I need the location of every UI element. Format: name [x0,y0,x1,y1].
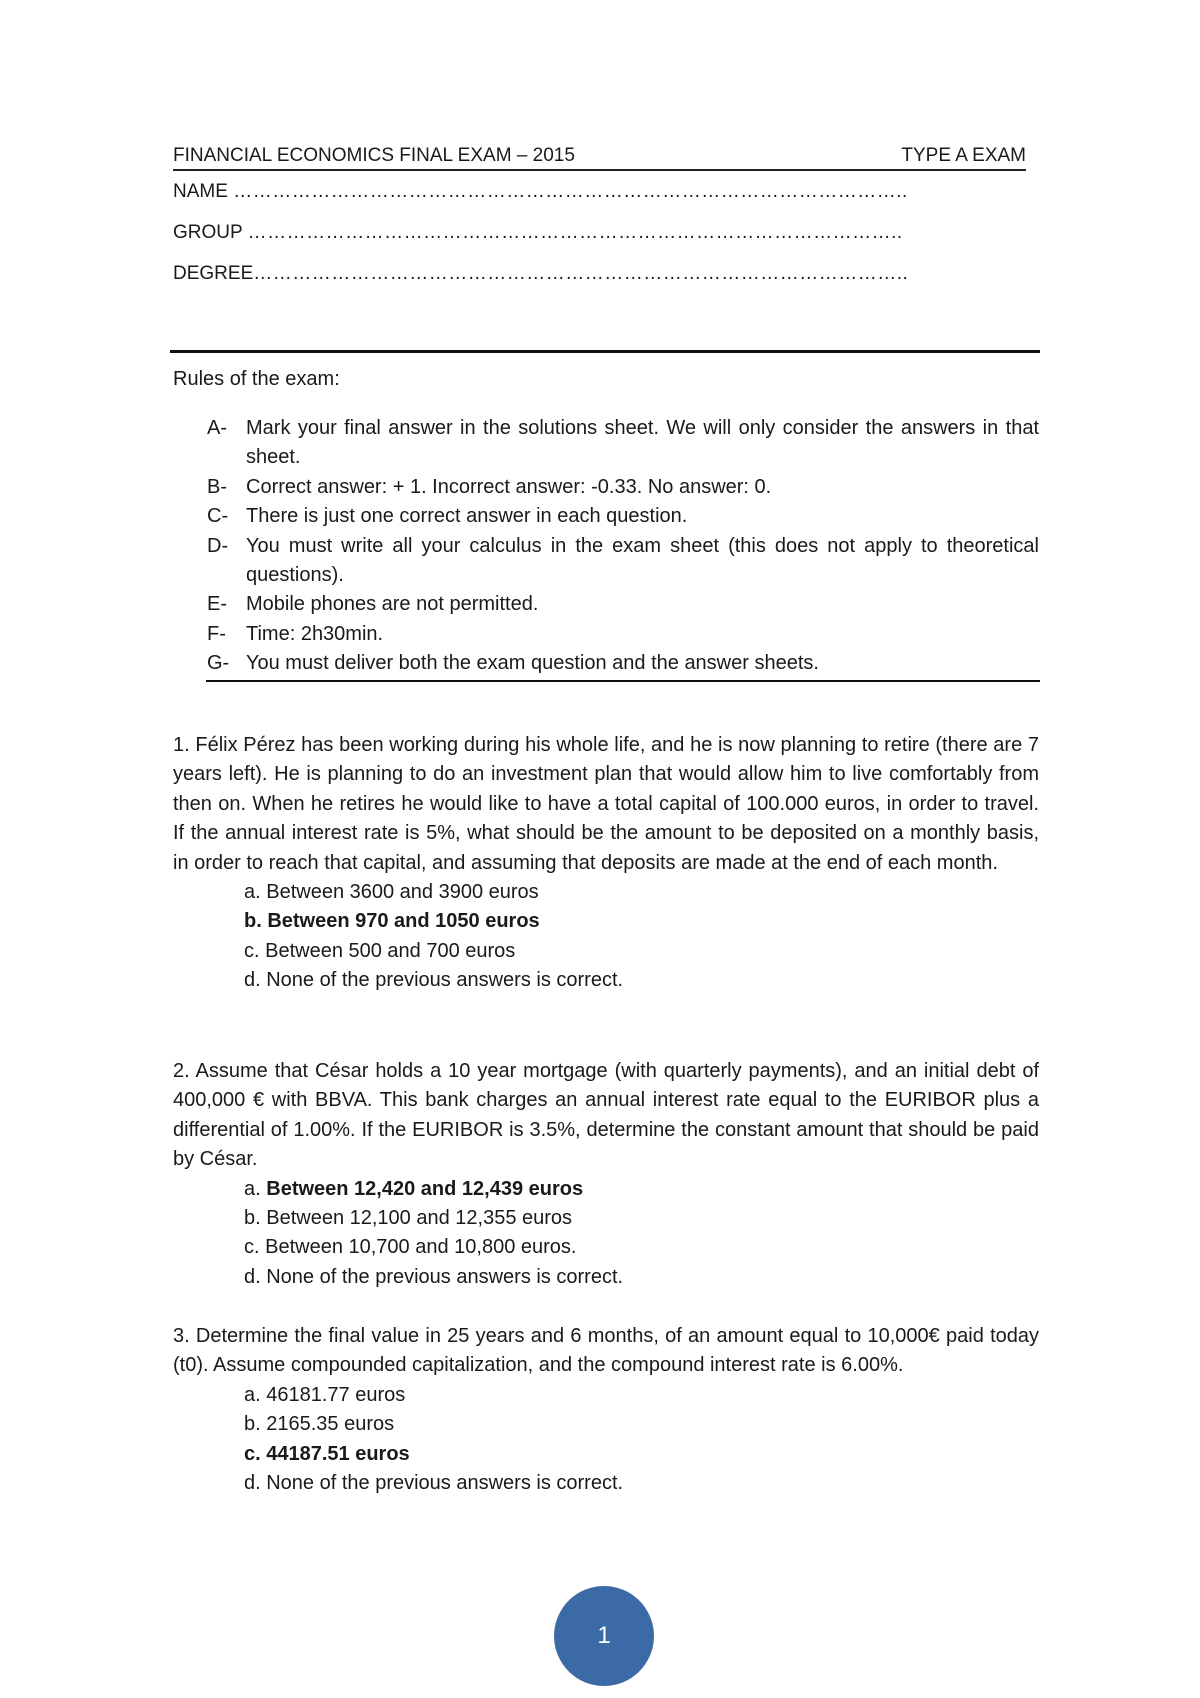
rule-item [207,502,1039,531]
divider-bottom [206,680,1040,682]
answer-option-correct: c. 44187.51 euros [244,1442,410,1465]
question-stem: 3. Determine the final value in 25 years and 6 months, of an amount equal to 10,000€ paid today (t0). Assume compounded capitalization, and the compound interest rate is 6.00%. [173,1325,1039,1377]
rule-item [207,649,1039,678]
answer-option: d. None of the previous answers is correct. [244,969,624,992]
page-number-badge [554,1586,654,1686]
rule-item [207,414,1039,473]
rules-list [207,414,1039,679]
exam-type: TYPE A EXAM [901,145,1026,166]
answer-options [173,878,1039,996]
answer-option-correct: b. Between 970 and 1050 euros [244,910,540,933]
degree-field [173,262,908,286]
answer-option: a. 46181.77 euros [244,1383,406,1406]
question-2 [173,1057,1039,1292]
rule-letter: D- [207,534,229,557]
group-field [173,221,903,245]
question-3 [173,1322,1039,1498]
answer-option: c. Between 10,700 and 10,800 euros. [244,1236,577,1259]
option-prefix: a. [244,1177,267,1200]
rule-text: Mark your final answer in the solutions sheet. We will only consider the answers in that sheet. [246,417,1039,469]
question-stem: 1. Félix Pérez has been working during his whole life, and he is now planning to retire (there are 7 years left). He is planning to do an investment plan that would allow him to live comfortably from then on. When he retires he would like to have a total capital of 100.000 euros, in order to travel. If the annual interest rate is 5%, what should be the amount to be deposited on a monthly basis, in order to reach that capital, and assuming that deposits are made at the end of each month. [173,734,1039,874]
answer-option: b. Between 12,100 and 12,355 euros [244,1207,573,1230]
group-label: GROUP [173,222,243,243]
rule-letter: A- [207,417,227,439]
rule-letter: G- [207,652,230,675]
rules-title: Rules of the exam: [173,368,340,390]
degree-blank: ……………………………………………………………………………………….. [253,263,909,284]
name-blank: ………………………………………………………………………………………….. [233,181,908,202]
rule-item [207,590,1039,619]
rule-letter: E- [207,593,227,616]
answer-option: d. None of the previous answers is correct. [244,1265,624,1288]
rule-item [207,620,1039,649]
rule-letter: B- [207,475,227,498]
rule-letter: C- [207,505,229,528]
answer-options [173,1381,1039,1499]
divider-top [170,350,1040,353]
answer-option: d. None of the previous answers is correct. [244,1472,624,1495]
exam-header [173,145,1026,171]
option-correct-text: Between 12,420 and 12,439 euros [266,1177,584,1200]
rule-item [207,473,1039,502]
rule-item [207,532,1039,591]
rule-text: Mobile phones are not permitted. [246,593,539,616]
answer-options [173,1175,1039,1293]
question-stem: 2. Assume that César holds a 10 year mortgage (with quarterly payments), and an initial debt of 400,000 € with BBVA. This bank charges an annual interest rate equal to the EURIBOR plus a differential of 1.00%. If the EURIBOR is 3.5%, determine the constant amount that should be paid by César. [173,1060,1039,1171]
rule-text: You must deliver both the exam question and the answer sheets. [246,652,819,675]
name-field [173,180,908,204]
exam-title: FINANCIAL ECONOMICS FINAL EXAM – 2015 [173,145,575,166]
degree-label: DEGREE [173,263,254,284]
answer-option-correct [244,1175,1039,1204]
answer-option: c. Between 500 and 700 euros [244,939,516,962]
rule-text: You must write all your calculus in the exam sheet (this does not apply to theoretical questions). [246,534,1039,587]
rule-text: Time: 2h30min. [246,622,384,645]
page-number: 1 [597,1622,611,1649]
answer-option: b. 2165.35 euros [244,1413,395,1436]
question-1 [173,731,1039,996]
rule-text: Correct answer: + 1. Incorrect answer: -0.33. No answer: 0. [246,475,772,498]
answer-option: a. Between 3600 and 3900 euros [244,881,539,904]
group-blank: ……………………………………………………………………………………….. [247,222,903,243]
rule-letter: F- [207,622,226,645]
name-label: NAME [173,181,228,202]
rule-text: There is just one correct answer in each question. [246,505,688,528]
